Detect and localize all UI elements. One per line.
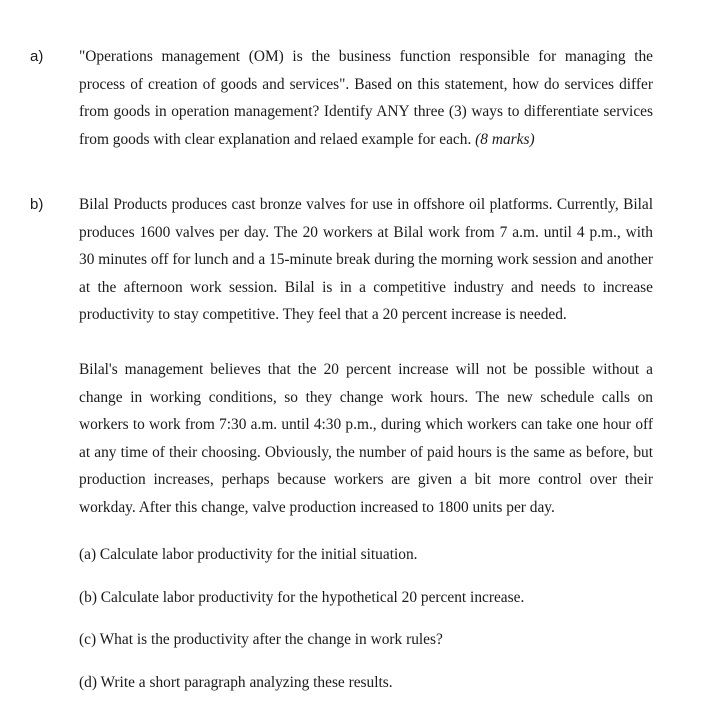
question-b-paragraph-1: Bilal Products produces cast bronze valves for use in offshore oil platforms. Currently, Bilal produces 1600 valves per day. The 20 workers at Bilal work from 7 a.m. until 4 p.m., with 30 minutes off for lunch and a 15-minute break during the morning work session and another at the afternoon work session. Bilal is in a competitive industry and needs to increase productivity to stay competitive. They feel that a 20 percent increase is needed. <box>79 196 653 323</box>
question-a-label: a) <box>30 48 44 65</box>
question-b-paragraph-2: Bilal's management believes that the 20 percent increase will not be possible without a change in working conditions, so they change work hours. The new schedule calls on workers to work from 7:30 a.m. until 4:30 p.m., during which workers can take one hour off at any time of their choosing. Obviously, the number of paid hours is the same as before, but production increases, perhaps because workers are given a bit more control over their workday. After this change, valve production increased to 1800 units per day. <box>79 361 653 516</box>
question-a-text <box>79 43 653 153</box>
question-b-label: b) <box>30 196 44 213</box>
subquestion-c: (c) What is the productivity after the change in work rules? <box>79 631 443 648</box>
subquestion-a: (a) Calculate labor productivity for the initial situation. <box>79 546 418 563</box>
question-a-body: "Operations management (OM) is the business function responsible for managing the process of creation of goods and services". Based on this statement, how do services differ from goods in operation management? Identify ANY three (3) ways to differentiate services from goods with clear explanation and relaed example for each. <box>79 48 653 148</box>
subquestion-b: (b) Calculate labor productivity for the hypothetical 20 percent increase. <box>79 589 525 606</box>
subquestion-d: (d) Write a short paragraph analyzing these results. <box>79 674 393 691</box>
question-a-marks: (8 marks) <box>475 130 535 148</box>
